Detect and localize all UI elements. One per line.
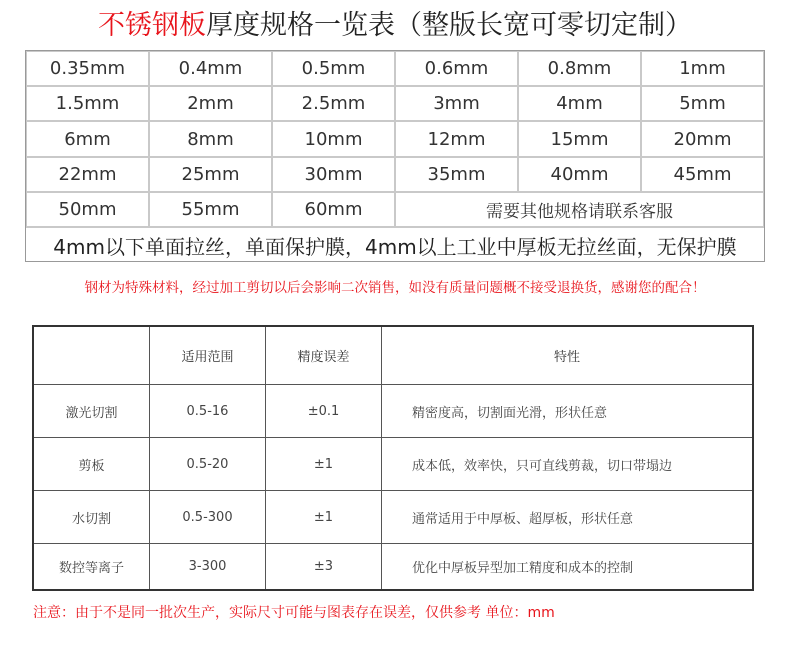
table-cell: 水切割 — [34, 491, 150, 543]
thickness-cell: 6mm — [26, 121, 149, 157]
thickness-cell: 0.5mm — [272, 51, 395, 86]
thickness-cell: 2mm — [149, 86, 272, 121]
table-row — [34, 385, 752, 438]
page-title — [0, 6, 790, 46]
thickness-cell: 4mm — [518, 86, 641, 121]
thickness-cell: 40mm — [518, 157, 641, 192]
surface-note: 4mm以下单面拉丝，单面保护膜，4mm以上工业中厚板无拉丝面，无保护膜 — [26, 227, 764, 262]
table-cell: 0.5-20 — [150, 438, 266, 490]
thickness-cell: 12mm — [395, 121, 518, 157]
process-table — [32, 325, 754, 591]
thickness-cell: 22mm — [26, 157, 149, 192]
thickness-grid — [25, 50, 765, 262]
other-spec-note: 需要其他规格请联系客服 — [395, 192, 764, 227]
thickness-cell: 50mm — [26, 192, 149, 227]
thickness-cell: 0.8mm — [518, 51, 641, 86]
thickness-cell: 20mm — [641, 121, 764, 157]
thickness-cell: 0.6mm — [395, 51, 518, 86]
thickness-cell: 3mm — [395, 86, 518, 121]
thickness-cell: 15mm — [518, 121, 641, 157]
thickness-cell: 55mm — [149, 192, 272, 227]
table-row — [34, 491, 752, 544]
thickness-cell: 8mm — [149, 121, 272, 157]
thickness-cell: 30mm — [272, 157, 395, 192]
footer-note: 注意：由于不是同一批次生产，实际尺寸可能与图表存在误差，仅供参考 单位：mm — [33, 605, 555, 621]
header-cell: 精度误差 — [266, 327, 382, 384]
return-policy-warning: 钢材为特殊材料，经过加工剪切以后会影响二次销售，如没有质量问题概不接受退换货，感谢您的配合！ — [84, 280, 706, 296]
table-cell: 优化中厚板异型加工精度和成本的控制 — [412, 561, 634, 576]
table-cell: 3-300 — [150, 544, 266, 589]
table-cell: 激光切割 — [34, 385, 150, 437]
table-cell: 0.5-16 — [150, 385, 266, 437]
table-cell: ±3 — [266, 544, 382, 589]
table-cell: 成本低，效率快，只可直线剪裁，切口带塌边 — [412, 458, 673, 474]
thickness-cell: 60mm — [272, 192, 395, 227]
thickness-cell: 2.5mm — [272, 86, 395, 121]
thickness-cell: 35mm — [395, 157, 518, 192]
table-row — [34, 438, 752, 491]
table-row — [34, 544, 752, 589]
thickness-cell: 5mm — [641, 86, 764, 121]
table-cell: 剪板 — [34, 438, 150, 490]
thickness-cell: 1.5mm — [26, 86, 149, 121]
table-cell: 数控等离子 — [34, 544, 150, 589]
title-highlight: 不锈钢板 — [98, 10, 206, 41]
table-cell: 0.5-300 — [150, 491, 266, 543]
table-cell: ±0.1 — [266, 385, 382, 437]
header-cell: 适用范围 — [150, 327, 266, 384]
thickness-cell: 10mm — [272, 121, 395, 157]
title-rest: 厚度规格一览表（整版长宽可零切定制） — [206, 10, 692, 41]
table-cell: ±1 — [266, 491, 382, 543]
thickness-cell: 45mm — [641, 157, 764, 192]
table-cell: ±1 — [266, 438, 382, 490]
thickness-cell: 0.35mm — [26, 51, 149, 86]
process-table-header — [34, 327, 752, 385]
table-cell: 精密度高，切割面光滑，形状任意 — [412, 405, 608, 421]
table-cell: 通常适用于中厚板、超厚板，形状任意 — [412, 511, 634, 527]
header-cell: 特性 — [553, 350, 580, 365]
thickness-cell: 0.4mm — [149, 51, 272, 86]
header-cell — [34, 327, 150, 384]
thickness-cell: 25mm — [149, 157, 272, 192]
thickness-cell: 1mm — [641, 51, 764, 86]
